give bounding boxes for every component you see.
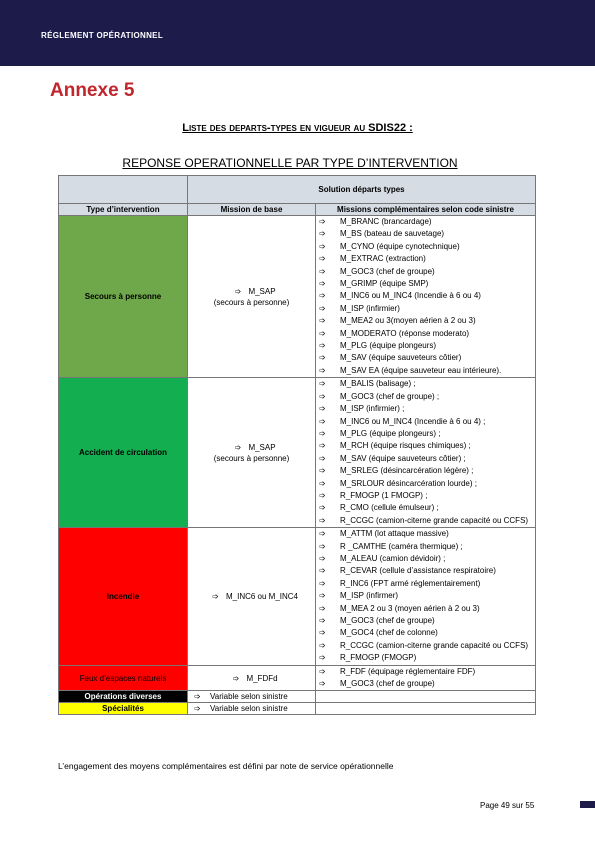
type-cell: Feux d’espaces naturels	[59, 665, 188, 691]
arrow-icon: ➩	[319, 291, 326, 301]
mission-item	[319, 528, 532, 540]
missions-list	[319, 528, 532, 664]
mission-item	[319, 490, 532, 502]
mission-item	[319, 515, 532, 527]
arrow-icon: ➩	[319, 353, 326, 363]
mission-item	[319, 266, 532, 278]
mission-text: M_ISP (infirmier)	[340, 303, 400, 313]
mission-text: M_EXTRAC (extraction)	[340, 254, 426, 264]
mission-text: M_SRLOUR désincarcération lourde) ;	[340, 478, 477, 488]
top-header-bar	[0, 0, 595, 66]
mission-text: M_RCH (équipe risques chimiques) ;	[340, 441, 471, 451]
mission-item	[319, 378, 532, 390]
arrow-icon: ➩	[319, 466, 326, 476]
mission-text: M_GOC3 (chef de groupe)	[340, 266, 435, 276]
base-mission-desc: (secours à personne)	[213, 453, 290, 463]
arrow-icon: ➩	[212, 591, 219, 601]
mission-item	[319, 678, 532, 690]
mission-text: R_FMOGP (1 FMOGP) ;	[340, 490, 428, 500]
col-header-complementary: Missions complémentaires selon code sinistre	[316, 204, 536, 216]
mission-item	[319, 253, 532, 265]
arrow-icon: ➩	[319, 653, 326, 663]
arrow-icon: ➩	[319, 515, 326, 525]
missions-cell	[316, 378, 536, 528]
mission-text: R_CMO (cellule émulseur) ;	[340, 503, 439, 513]
base-mission-cell	[188, 528, 316, 665]
mission-item	[319, 553, 532, 565]
document-header-title: RÉGLEMENT OPÉRATIONNEL	[41, 31, 164, 40]
mission-item	[319, 502, 532, 514]
mission-item	[319, 416, 532, 428]
arrow-icon: ➩	[319, 279, 326, 289]
mission-text: R_FMOGP (FMOGP)	[340, 653, 417, 663]
mission-item	[319, 403, 532, 415]
mission-item	[319, 428, 532, 440]
type-cell: Accident de circulation	[59, 378, 188, 528]
mission-item	[319, 303, 532, 315]
mission-item	[319, 315, 532, 327]
arrow-icon: ➩	[319, 541, 326, 551]
missions-cell	[316, 691, 536, 703]
mission-item	[319, 391, 532, 403]
missions-cell	[316, 528, 536, 665]
missions-list	[319, 216, 532, 377]
mission-text: M_MODERATO (réponse moderato)	[340, 328, 470, 338]
mission-item	[319, 603, 532, 615]
missions-list	[319, 666, 532, 691]
page-number: Page 49 sur 55	[480, 801, 535, 810]
arrow-icon: ➩	[319, 666, 326, 676]
arrow-icon: ➩	[319, 490, 326, 500]
page-accent-bar	[580, 801, 595, 808]
mission-text: M_BALIS (balisage) ;	[340, 379, 416, 389]
mission-item	[319, 440, 532, 452]
arrow-icon: ➩	[319, 416, 326, 426]
missions-cell	[316, 703, 536, 715]
mission-text: M_CYNO (équipe cynotechnique)	[340, 241, 460, 251]
mission-item	[319, 340, 532, 352]
mission-text: M_BRANC (brancardage)	[340, 217, 432, 226]
base-mission-code: M_SAP	[248, 286, 276, 296]
table-row	[59, 216, 536, 378]
missions-list	[319, 378, 532, 527]
type-cell: Secours à personne	[59, 216, 188, 378]
group-header-cell: Solution départs types	[188, 176, 536, 204]
arrow-icon: ➩	[319, 404, 326, 414]
arrow-icon: ➩	[319, 553, 326, 563]
mission-item	[319, 652, 532, 664]
mission-text: M_INC6 ou M_INC4 (Incendie à 6 ou 4) ;	[340, 416, 486, 426]
mission-item	[319, 228, 532, 240]
response-title: REPONSE OPERATIONNELLE PAR TYPE D’INTERVENTION	[122, 156, 458, 170]
mission-item	[319, 541, 532, 553]
arrow-icon: ➩	[319, 478, 326, 488]
base-mission-cell	[188, 216, 316, 378]
mission-text: M_ISP (infirmier) ;	[340, 404, 405, 414]
mission-item	[319, 627, 532, 639]
table-row	[59, 691, 536, 703]
arrow-icon: ➩	[319, 316, 326, 326]
arrow-icon: ➩	[319, 229, 326, 239]
mission-text: M_SAV (équipe sauveteurs côtier) ;	[340, 453, 466, 463]
arrow-icon: ➩	[319, 254, 326, 264]
mission-text: M_SRLEG (désincarcération légère) ;	[340, 466, 474, 476]
type-cell: Opérations diverses	[59, 691, 188, 703]
mission-item	[319, 352, 532, 364]
mission-item	[319, 216, 532, 228]
arrow-icon: ➩	[194, 692, 201, 702]
base-mission-cell	[188, 378, 316, 528]
mission-item	[319, 241, 532, 253]
arrow-icon: ➩	[319, 578, 326, 588]
arrow-icon: ➩	[319, 566, 326, 576]
mission-text: M_ATTM (lot attaque massive)	[340, 529, 449, 539]
table-row	[59, 528, 536, 665]
footnote: L’engagement des moyens complémentaires est défini par note de service opérationnelle	[58, 761, 394, 771]
arrow-icon: ➩	[319, 453, 326, 463]
base-mission-code: M_SAP	[248, 442, 276, 452]
arrow-icon: ➩	[194, 704, 201, 714]
base-mission-desc: (secours à personne)	[213, 297, 290, 307]
base-mission-code: Variable selon sinistre	[210, 704, 288, 714]
type-cell: Spécialités	[59, 703, 188, 715]
mission-item	[319, 565, 532, 577]
base-mission-cell	[188, 703, 316, 715]
missions-cell	[316, 665, 536, 691]
mission-item	[319, 478, 532, 490]
mission-text: R_CCGC (camion-citerne grande capacité ou CCFS)	[340, 640, 529, 650]
arrow-icon: ➩	[319, 616, 326, 625]
arrow-icon: ➩	[234, 442, 242, 452]
table-row	[59, 378, 536, 528]
mission-item	[319, 290, 532, 302]
arrow-icon: ➩	[319, 391, 326, 401]
arrow-icon: ➩	[319, 441, 326, 451]
mission-text: R_FDF (équipage réglementaire FDF)	[340, 666, 476, 676]
arrow-icon: ➩	[319, 679, 326, 689]
mission-item	[319, 578, 532, 590]
arrow-icon: ➩	[319, 428, 326, 438]
arrow-icon: ➩	[319, 303, 326, 313]
arrow-icon: ➩	[319, 379, 326, 389]
arrow-icon: ➩	[319, 241, 326, 251]
arrow-icon: ➩	[319, 591, 326, 601]
mission-item	[319, 465, 532, 477]
arrow-icon: ➩	[319, 328, 326, 338]
mission-text: M_PLG (équipe plongeurs)	[340, 341, 437, 351]
base-mission-cell	[188, 665, 316, 691]
mission-text: M_ISP (infirmer)	[340, 591, 399, 601]
mission-text: R_CCGC (camion-citerne grande capacité ou CCFS)	[340, 515, 529, 525]
col-header-type: Type d’intervention	[59, 204, 188, 216]
arrow-icon: ➩	[232, 673, 240, 683]
base-mission-code: Variable selon sinistre	[210, 692, 288, 702]
mission-item	[319, 640, 532, 652]
header-empty-cell	[59, 176, 188, 204]
arrow-icon: ➩	[319, 503, 326, 513]
arrow-icon: ➩	[319, 341, 326, 351]
mission-item	[319, 453, 532, 465]
mission-text: M_GOC3 (chef de groupe) ;	[340, 391, 440, 401]
mission-text: M_SAV (équipe sauveteurs côtier)	[340, 353, 462, 363]
arrow-icon: ➩	[319, 603, 326, 613]
table-column-header-row	[59, 204, 536, 216]
mission-item	[319, 666, 532, 678]
mission-item	[319, 590, 532, 602]
arrow-icon: ➩	[319, 365, 326, 375]
table-group-header-row	[59, 176, 536, 204]
mission-text: R_INC6 (FPT armé réglementairement)	[340, 578, 481, 588]
mission-text: M_PLG (équipe plongeurs) ;	[340, 428, 441, 438]
mission-text: R _CAMTHE (caméra thermique) ;	[340, 541, 463, 551]
base-mission-code: M_FDFd	[246, 673, 278, 683]
arrow-icon: ➩	[319, 529, 326, 539]
arrow-icon: ➩	[319, 266, 326, 276]
mission-text: M_BS (bateau de sauvetage)	[340, 229, 445, 239]
mission-item	[319, 615, 532, 627]
mission-item	[319, 278, 532, 290]
arrow-icon: ➩	[234, 286, 242, 296]
missions-cell	[316, 216, 536, 378]
col-header-base: Mission de base	[188, 204, 316, 216]
annex-title: Annexe 5	[50, 80, 135, 101]
mission-text: M_GOC4 (chef de colonne)	[340, 628, 438, 638]
mission-text: M_GRIMP (équipe SMP)	[340, 279, 429, 289]
type-cell: Incendie	[59, 528, 188, 665]
mission-text: M_GOC3 (chef de groupe)	[340, 616, 435, 625]
arrow-icon: ➩	[319, 628, 326, 638]
mission-text: M_SAV EA (équipe sauveteur eau intérieure).	[340, 365, 502, 375]
mission-text: M_MEA 2 ou 3 (moyen aérien à 2 ou 3)	[340, 603, 480, 613]
mission-item	[319, 328, 532, 340]
base-mission-cell	[188, 691, 316, 703]
table-row	[59, 665, 536, 691]
mission-text: M_MEA2 ou 3(moyen aérien à 2 ou 3)	[340, 316, 476, 326]
mission-text: M_INC6 ou M_INC4 (Incendie à 6 ou 4)	[340, 291, 481, 301]
mission-text: M_ALEAU (camion dévidoir) ;	[340, 553, 446, 563]
base-mission-code: M_INC6 ou M_INC4	[225, 591, 299, 601]
mission-text: R_CEVAR (cellule d’assistance respiratoire)	[340, 566, 496, 576]
arrow-icon: ➩	[319, 217, 326, 226]
arrow-icon: ➩	[319, 640, 326, 650]
departures-table	[58, 175, 536, 715]
list-title: Liste des departs-types en vigueur au SDIS22 :	[182, 122, 413, 134]
table-row	[59, 703, 536, 715]
mission-item	[319, 365, 532, 377]
mission-text: M_GOC3 (chef de groupe)	[340, 679, 435, 689]
